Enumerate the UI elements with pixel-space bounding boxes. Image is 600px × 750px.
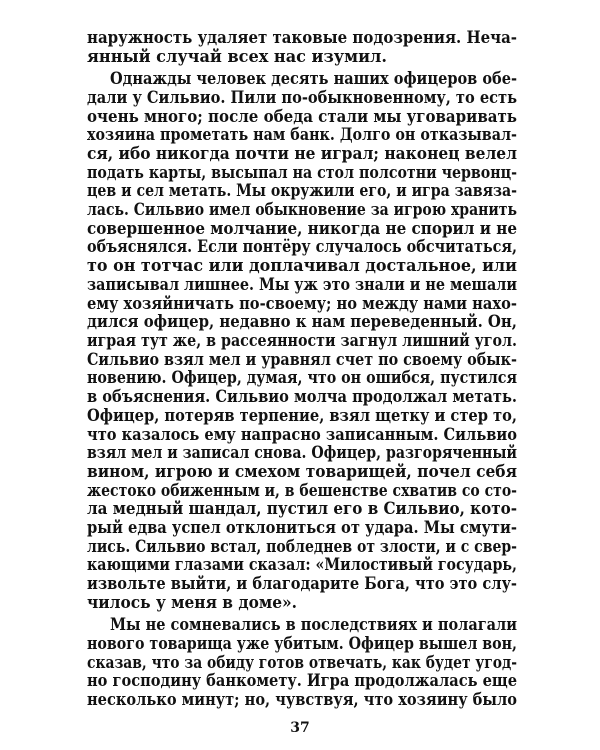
- text-line: записывал лишнее. Мы уж это знали и не мешали: [87, 274, 517, 294]
- text-line: извольте выйти, и благодарите Бога, что это слу-: [87, 574, 517, 594]
- text-line: Мы не сомневались в последствиях и полагали: [110, 615, 517, 635]
- text-line: янный случай всех нас изумил.: [87, 46, 387, 66]
- text-line: жестоко обиженным и, в бешенстве схватив со сто-: [87, 480, 517, 500]
- text-line: новению. Офицер, думая, что он ошибся, пустился: [87, 368, 517, 388]
- text-line: совершенное молчание, никогда не спорил и не: [87, 218, 517, 238]
- text-line: несколько минут; но, чувствуя, что хозяину было: [87, 690, 517, 709]
- text-line: цев и сел метать. Мы окружили его, и игра завяза-: [87, 181, 517, 201]
- text-line: подать карты, высыпал на стол полсотни червонц-: [87, 162, 517, 182]
- text-line: сказав, что за обиду готов отвечать, как будет угод-: [87, 652, 517, 672]
- text-line: рый едва успел отклониться от удара. Мы смути-: [87, 518, 517, 537]
- text-line: то он тотчас или доплачивал достальное, или: [87, 256, 517, 276]
- text-line: дали у Сильвио. Пили по-обыкновенному, то есть: [87, 87, 517, 107]
- text-line: лась. Сильвио имел обыкновение за игрою хранить: [87, 200, 517, 219]
- text-line: взял мел и записал снова. Офицер, разгоряченный: [87, 443, 517, 463]
- text-line: что казалось ему напрасно записанным. Сильвио: [87, 424, 517, 444]
- text-line: лись. Сильвио встал, побледнев от злости, и с свер-: [87, 536, 517, 556]
- text-line: очень много; после обеда стали мы уговаривать: [87, 106, 517, 126]
- text-line: нового товарища уже убитым. Офицер вышел вон,: [87, 633, 517, 653]
- text-line: дился офицер, недавно к нам переведенный. Он,: [87, 312, 517, 332]
- text-line: ся, ибо никогда почти не играл; наконец велел: [87, 143, 517, 163]
- page-number: 37: [290, 720, 310, 736]
- text-line: хозяина прометать нам банк. Долго он отказывал-: [87, 125, 517, 145]
- text-line: чилось у меня в доме».: [87, 592, 297, 612]
- text-line: наружность удаляет таковые подозрения. Неча-: [87, 28, 517, 47]
- text-line: Офицер, потеряв терпение, взял щетку и стер то,: [87, 405, 517, 425]
- text-line: объяснялся. Если понтёру случалось обсчитаться,: [87, 237, 517, 257]
- text-line: ему хозяйничать по-своему; но между нами нахо-: [87, 293, 517, 313]
- text-line: в объяснения. Сильвио молча продолжал метать.: [87, 387, 517, 407]
- text-line: играя тут же, в рассеянности загнул лишний угол.: [87, 330, 517, 350]
- text-line: Однажды человек десять наших офицеров обе-: [110, 69, 517, 89]
- text-line: кающими глазами сказал: «Милостивый государь,: [87, 555, 517, 575]
- text-line: но господину банкомету. Игра продолжалась еще: [87, 671, 517, 691]
- text-line: ла медный шандал, пустил его в Сильвио, кото-: [87, 499, 517, 519]
- text-line: вином, игрою и смехом товарищей, почел себя: [87, 461, 517, 481]
- text-line: Сильвио взял мел и уравнял счет по своему обык-: [87, 349, 517, 369]
